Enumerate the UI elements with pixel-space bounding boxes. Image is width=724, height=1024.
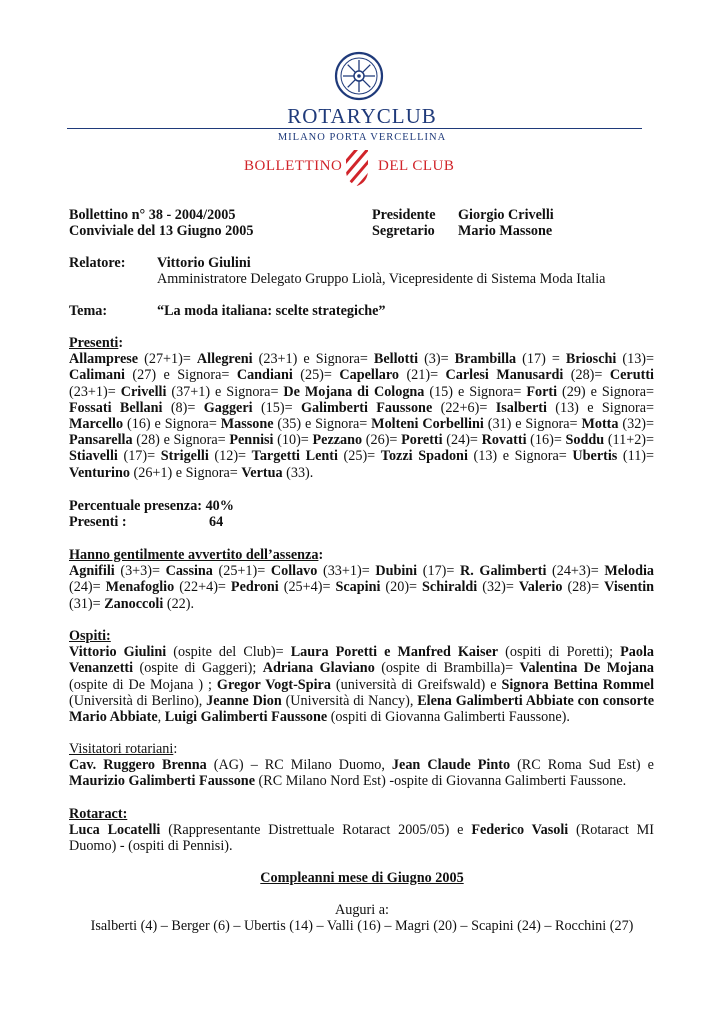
guest-name: Vittorio Giulini bbox=[69, 644, 167, 661]
birthdays-heading: Compleanni mese di Giugno 2005 bbox=[260, 870, 464, 886]
visitor-note: (AG) – RC Milano Duomo, bbox=[206, 757, 392, 774]
absent-member-name: Menafoglio bbox=[105, 579, 175, 596]
absent-member-note: (24+3)= bbox=[546, 563, 605, 580]
present-member-name: Marcello bbox=[69, 416, 124, 433]
guests-list bbox=[69, 644, 654, 725]
absent-member-note: (25+4)= bbox=[278, 579, 336, 596]
absent-member-note: (3+3)= bbox=[114, 563, 166, 580]
present-member-note: (33). bbox=[282, 464, 314, 481]
absent-member-note: (33+1)= bbox=[317, 563, 376, 580]
guest-name: Signora Bettina Rommel bbox=[501, 676, 655, 693]
visitor-name: Maurizio Galimberti Faussone bbox=[69, 773, 255, 790]
present-member-note: (17)= bbox=[117, 448, 161, 465]
absent-member-note: (17)= bbox=[417, 563, 460, 580]
visitors-list bbox=[69, 757, 654, 789]
present-member-name: Vertua bbox=[241, 464, 283, 481]
secretary-name: Mario Massone bbox=[458, 223, 553, 239]
absent-list bbox=[69, 563, 654, 611]
present-member-name: Venturino bbox=[69, 464, 130, 481]
guest-note: (Università di Nancy), bbox=[281, 692, 418, 709]
present-member-note: (35) e Signora= bbox=[273, 416, 372, 433]
absent-member-name: Agnifili bbox=[69, 563, 115, 580]
present-member-note: (25)= bbox=[292, 367, 340, 384]
present-member-name: Ubertis bbox=[572, 448, 618, 465]
present-member-note: (15) e Signora= bbox=[424, 383, 527, 400]
visitor-name: Jean Claude Pinto bbox=[391, 757, 511, 774]
red-stripes-emblem bbox=[342, 148, 372, 188]
guests-section bbox=[69, 628, 654, 725]
rotaract-member-name: Federico Vasoli bbox=[471, 822, 569, 839]
absent-member-note: (22). bbox=[163, 595, 195, 612]
absent-member-name: R. Galimberti bbox=[460, 563, 547, 580]
absent-member-note: (22+4)= bbox=[174, 579, 231, 596]
present-member-note: (31) e Signora= bbox=[483, 416, 582, 433]
visitors-heading: Visitatori rotariani bbox=[69, 741, 174, 757]
present-member-note: (10)= bbox=[273, 432, 313, 449]
guest-note: (ospite di Brambilla)= bbox=[374, 660, 520, 677]
present-member-note: (27) e Signora= bbox=[124, 367, 237, 384]
speaker-name: Vittorio Giulini bbox=[157, 255, 251, 271]
absent-member-name: Pedroni bbox=[230, 579, 279, 596]
rotary-wheel-icon bbox=[334, 51, 384, 101]
present-member-name: Pezzano bbox=[312, 432, 363, 449]
present-member-note: (28) e Signora= bbox=[132, 432, 230, 449]
absent-member-note: (32)= bbox=[477, 579, 519, 596]
president-name: Giorgio Crivelli bbox=[458, 207, 554, 223]
present-member-name: Candiani bbox=[236, 367, 293, 384]
present-member-note: (11+2)= bbox=[604, 432, 655, 449]
present-member-name: Carlesi Manusardi bbox=[445, 367, 564, 384]
present-member-name: Soddu bbox=[565, 432, 605, 449]
present-member-note: (27+1)= bbox=[138, 351, 197, 368]
present-member-name: Allamprese bbox=[69, 351, 139, 368]
guest-note: (ospite di Gaggeri); bbox=[133, 660, 263, 677]
visitor-note: (RC Milano Nord Est) -ospite di Giovanna Galimberti Faussone. bbox=[255, 773, 627, 790]
present-member-note: (16)= bbox=[526, 432, 566, 449]
present-member-note: (37+1) e Signora= bbox=[166, 383, 284, 400]
absent-member-note: (24)= bbox=[69, 579, 106, 596]
absent-member-note: (28)= bbox=[562, 579, 605, 596]
absent-member-name: Melodia bbox=[604, 563, 654, 580]
visitors-section: Visitatori rotariani: Cav. Ruggero Brenna (AG) – RC Milano Duomo, Jean Claude Pinto (RC Roma Sud Est) e Maurizio Galimberti Faussone (RC Milano Nord Est) -ospite di Giovanna Galimberti Faussone. bbox=[69, 741, 654, 790]
rotaract-heading: Rotaract: bbox=[69, 806, 128, 822]
speaker-label: Relatore: bbox=[69, 255, 126, 271]
present-member-note: (32)= bbox=[618, 416, 655, 433]
guest-name: Elena Galimberti Abbiate con consorte Mario Abbiate bbox=[69, 692, 654, 726]
absent-member-note: (31)= bbox=[69, 595, 105, 612]
present-member-note: (11)= bbox=[617, 448, 655, 465]
rotaract-member-note: (Rappresentante Distrettuale Rotaract 2005/05) e bbox=[160, 822, 472, 839]
present-member-name: Pansarella bbox=[69, 432, 133, 449]
birthdays-intro: Auguri a: bbox=[335, 902, 389, 918]
header-divider bbox=[67, 128, 642, 129]
guest-note: (ospite del Club)= bbox=[166, 644, 291, 661]
guest-name: Paola Venanzetti bbox=[69, 644, 655, 677]
attendance-percent: Percentuale presenza: 40% bbox=[69, 498, 234, 514]
club-subtitle: MILANO PORTA VERCELLINA bbox=[277, 132, 447, 143]
absent-member-name: Valerio bbox=[518, 579, 563, 596]
bulletin-number: Bollettino n° 38 - 2004/2005 bbox=[69, 207, 236, 223]
present-member-note: (23+1)= bbox=[69, 383, 121, 400]
present-member-name: Cerutti bbox=[609, 367, 654, 384]
rotaract-member-name: Luca Locatelli bbox=[69, 822, 161, 839]
guests-heading: Ospiti: bbox=[69, 628, 111, 644]
absent-member-name: Scapini bbox=[335, 579, 381, 596]
present-member-name: Bellotti bbox=[373, 351, 419, 368]
guest-note: , bbox=[157, 709, 165, 726]
present-member-name: Strigelli bbox=[160, 448, 209, 465]
president-label: Presidente bbox=[372, 207, 436, 223]
present-member-note: (24)= bbox=[442, 432, 482, 449]
present-member-note: (3)= bbox=[418, 351, 455, 368]
birthdays-list: Isalberti (4) – Berger (6) – Ubertis (14) – Valli (16) – Magri (20) – Scapini (24) – Rocchini (27) bbox=[90, 918, 634, 934]
present-member-note: (13) e Signora= bbox=[467, 448, 573, 465]
present-member-note: (28)= bbox=[563, 367, 610, 384]
rotaract-member-note: (Rotaract MI Duomo) - (ospiti di Pennisi). bbox=[69, 822, 654, 855]
present-member-name: Tozzi Spadoni bbox=[380, 448, 468, 465]
present-count-label: Presenti : bbox=[69, 514, 127, 530]
present-member-name: Galimberti Faussone bbox=[300, 399, 433, 416]
present-member-note: (26+1) e Signora= bbox=[129, 464, 242, 481]
present-member-note: (15)= bbox=[252, 399, 301, 416]
present-list bbox=[69, 351, 654, 480]
present-section: Presenti: Allamprese (27+1)= Allegreni (23+1) e Signora= Bellotti (3)= Brambilla (17) = Brioschi (13)= Calimani (27) e Signora= Candiani (25)= Capellaro (21)= Carlesi Manusardi (28)= Cerutti (23+1)= Crivelli (37+1) e Signora= De Mojana di Cologna (15) e Signora= Forti (29) e Signora= Fossati Bellani (8)= Gaggeri (15)= Galimberti Faussone (22+6)= Isalberti (13) e Signora= Marcello (16) e Signora= Massone (35) e Signora= Molteni Corbellini (31) e Signora= Motta (32)= Pansarella (28) e Signora= Pennisi (10)= Pezzano (26)= Poretti (24)= Rovatti (16)= Soddu (11+2)= Stiavelli (17)= Strigelli (12)= Targetti Lenti (25)= Tozzi Spadoni (13) e Signora= Ubertis (11)= Venturino (26+1) e Signora= Vertua (33). bbox=[69, 335, 655, 481]
absent-section: Hanno gentilmente avvertito dell’assenza: Agnifili (3+3)= Cassina (25+1)= Collavo (33+1)= Dubini (17)= R. Galimberti (24+3)= Melodia (24)= Menafoglio (22+4)= Pedroni (25+4)= Scapini (20)= Schiraldi (32)= Valerio (28)= Visentin (31)= Zanoccoli (22). bbox=[69, 547, 655, 612]
speaker-role: Amministratore Delegato Gruppo Liolà, Vicepresidente di Sistema Moda Italia bbox=[157, 271, 606, 287]
present-member-note: (26)= bbox=[362, 432, 402, 449]
guest-note: (Università di Berlino), bbox=[69, 692, 207, 709]
present-member-note: (16) e Signora= bbox=[123, 416, 221, 433]
conviviale-date: Conviviale del 13 Giugno 2005 bbox=[69, 223, 254, 239]
absent-member-name: Dubini bbox=[375, 563, 418, 580]
guest-note: (università di Greifswald) e bbox=[330, 676, 502, 693]
bulletin-title-left: BOLLETTINO bbox=[244, 158, 343, 174]
present-member-name: Gaggeri bbox=[203, 399, 253, 416]
present-member-name: Allegreni bbox=[196, 351, 253, 368]
bulletin-title-right: DEL CLUB bbox=[378, 158, 455, 174]
present-member-name: Targetti Lenti bbox=[251, 448, 338, 465]
present-member-note: (22+6)= bbox=[432, 399, 496, 416]
present-member-note: (12)= bbox=[208, 448, 252, 465]
guest-name: Gregor Vogt-Spira bbox=[216, 676, 331, 693]
present-member-note: (21)= bbox=[399, 367, 446, 384]
present-member-name: Rovatti bbox=[481, 432, 527, 449]
present-member-name: Isalberti bbox=[495, 399, 547, 416]
guest-note: (ospite di De Mojana ) ; bbox=[69, 676, 217, 693]
absent-member-name: Visentin bbox=[604, 579, 655, 596]
guest-name: Adriana Glaviano bbox=[262, 660, 375, 677]
secretary-label: Segretario bbox=[372, 223, 435, 239]
present-member-note: (17) = bbox=[516, 351, 566, 368]
club-name: ROTARYCLUB bbox=[287, 104, 437, 128]
guest-note: (ospiti di Poretti); bbox=[498, 644, 621, 661]
absent-member-note: (25+1)= bbox=[212, 563, 271, 580]
present-member-note: (13) e Signora= bbox=[546, 399, 655, 416]
absent-member-name: Schiraldi bbox=[422, 579, 478, 596]
guest-name: Luigi Galimberti Faussone bbox=[164, 709, 328, 726]
rotaract-list bbox=[69, 822, 654, 854]
absent-member-name: Cassina bbox=[165, 563, 213, 580]
guest-name: Laura Poretti e Manfred Kaiser bbox=[290, 644, 499, 661]
rotaract-section bbox=[69, 806, 654, 855]
guest-name: Jeanne Dion bbox=[206, 692, 282, 709]
guest-name: Valentina De Mojana bbox=[519, 660, 654, 677]
absent-member-name: Collavo bbox=[270, 563, 318, 580]
absent-member-note: (20)= bbox=[380, 579, 423, 596]
present-member-name: Massone bbox=[220, 416, 274, 433]
present-member-name: Poretti bbox=[401, 432, 443, 449]
present-member-name: Molteni Corbellini bbox=[371, 416, 484, 433]
present-member-name: Fossati Bellani bbox=[69, 399, 163, 416]
absent-heading: Hanno gentilmente avvertito dell’assenza bbox=[69, 547, 319, 563]
topic-title: “La moda italiana: scelte strategiche” bbox=[157, 303, 386, 319]
present-member-name: Stiavelli bbox=[69, 448, 118, 465]
visitor-note: (RC Roma Sud Est) e bbox=[510, 757, 654, 774]
present-member-note: (23+1) e Signora= bbox=[252, 351, 374, 368]
present-member-note: (25)= bbox=[337, 448, 381, 465]
present-member-name: Motta bbox=[581, 416, 619, 433]
present-member-name: Forti bbox=[526, 383, 558, 400]
guest-note: (ospiti di Giovanna Galimberti Faussone). bbox=[327, 709, 570, 726]
present-member-name: Capellaro bbox=[339, 367, 399, 384]
present-member-name: Calimani bbox=[69, 367, 125, 384]
present-member-note: (8)= bbox=[162, 399, 204, 416]
present-member-name: De Mojana di Cologna bbox=[283, 383, 425, 400]
present-heading: Presenti bbox=[69, 335, 119, 351]
present-member-name: Pennisi bbox=[229, 432, 274, 449]
bulletin-banner bbox=[0, 148, 724, 188]
present-count: 64 bbox=[209, 514, 224, 530]
present-member-note: (29) e Signora= bbox=[557, 383, 654, 400]
present-member-note: (13)= bbox=[616, 351, 655, 368]
visitor-name: Cav. Ruggero Brenna bbox=[69, 757, 207, 774]
present-member-name: Brioschi bbox=[565, 351, 617, 368]
topic-label: Tema: bbox=[69, 303, 108, 319]
absent-member-name: Zanoccoli bbox=[104, 595, 164, 612]
present-member-name: Crivelli bbox=[120, 383, 167, 400]
present-member-name: Brambilla bbox=[454, 351, 517, 368]
